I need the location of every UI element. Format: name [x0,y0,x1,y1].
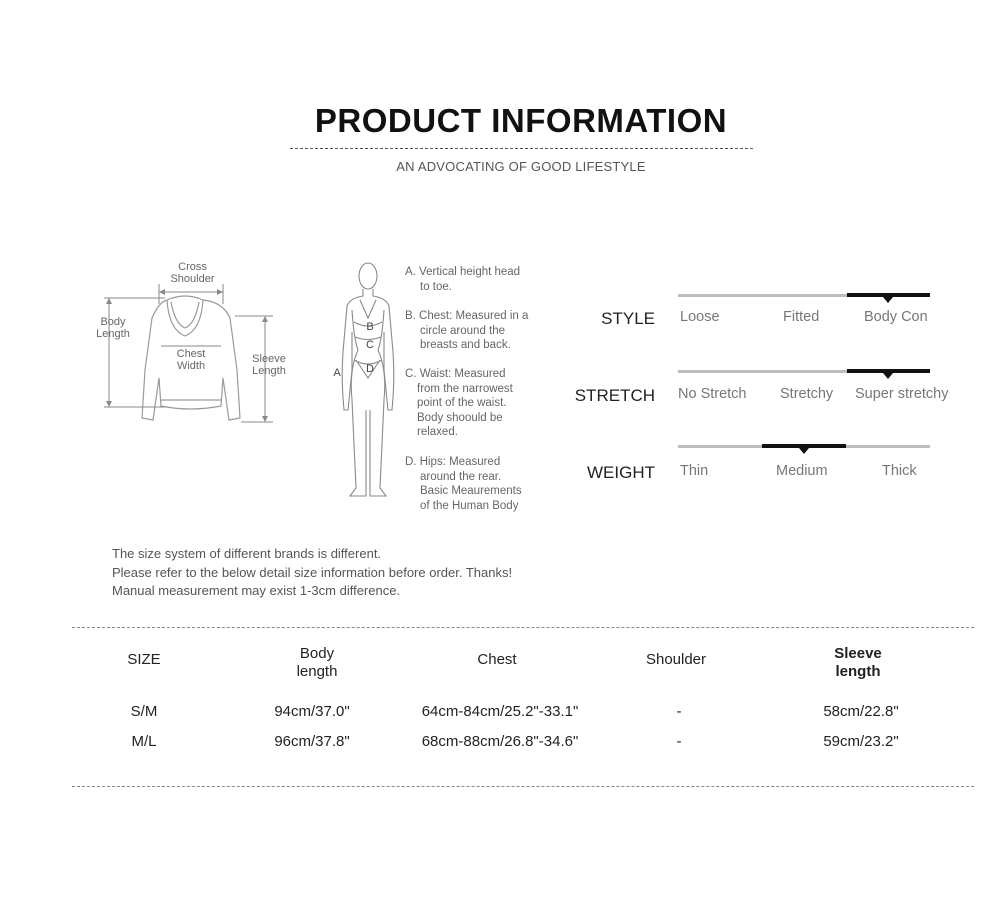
table-cell-sleeve-length: 59cm/23.2" [823,733,899,750]
table-cell-size: S/M [130,703,158,720]
header-shoulder: Shoulder [645,651,707,668]
stretch-label: STRETCH [574,386,655,405]
style-label: STYLE [601,309,655,328]
header-body-length: Body length [296,645,338,680]
style-option-bodycon: Body Con [864,309,928,325]
sleeve-length-label: Sleeve Length [252,353,286,377]
marker-c: C [366,339,374,351]
header-size: SIZE [127,651,161,668]
table-cell-sleeve-length: 58cm/22.8" [823,703,899,720]
weight-option-thin: Thin [680,463,709,479]
header-sleeve-length: Sleeve length [834,645,882,680]
page-title: PRODUCT INFORMATION [314,102,728,139]
body-measurement-diagram [330,260,400,500]
stretch-option-no-stretch: No Stretch [678,386,747,402]
stretch-marker-icon [883,373,893,379]
marker-b: B [366,321,374,333]
style-option-fitted: Fitted [783,309,820,325]
note-d: D. Hips: Measured around the rear. Basic Meaurements of the Human Body [405,456,522,512]
cross-shoulder-label: Cross Shoulder [170,261,215,285]
stretch-option-super-stretchy: Super stretchy [855,386,949,402]
body-length-label: Body Length [96,316,130,340]
page-subtitle: AN ADVOCATING OF GOOD LIFESTYLE [396,159,646,174]
size-notes [112,545,512,601]
table-bottom-divider [72,786,974,787]
note-line: Please refer to the below detail size information before order. Thanks! [112,564,513,580]
note-c: C. Waist: Measured from the narrowest point of the waist. Body shoould be relaxed. [405,368,513,439]
weight-label: WEIGHT [587,463,655,482]
note-a: A. Vertical height head to toe. [405,266,521,293]
weight-option-thick: Thick [882,463,917,479]
chest-width-label: Chest Width [176,348,206,372]
table-cell-chest: 68cm-88cm/26.8"-34.6" [421,733,579,750]
table-cell-shoulder: - [676,733,682,750]
weight-option-medium: Medium [776,463,828,479]
table-cell-chest: 64cm-84cm/25.2"-33.1" [421,703,579,720]
note-line: The size system of different brands is different. [112,546,382,561]
style-option-loose: Loose [680,309,720,325]
header-chest: Chest [477,651,517,668]
style-marker-icon [883,297,893,303]
table-top-divider [72,627,974,628]
sweater-measurement-diagram [95,260,285,430]
table-cell-size: M/L [131,733,157,750]
table-cell-body-length: 94cm/37.0" [274,703,350,720]
stretch-option-stretchy: Stretchy [780,386,834,402]
note-line: Manual measurement may exist 1-3cm difference. [112,583,401,599]
title-divider [290,148,753,149]
marker-d: D [366,363,374,375]
table-cell-body-length: 96cm/37.8" [274,733,350,750]
weight-marker-icon [799,448,809,454]
marker-a: A [333,367,341,379]
note-b: B. Chest: Measured in a circle around the breasts and back. [405,310,529,352]
table-cell-shoulder: - [676,703,682,720]
